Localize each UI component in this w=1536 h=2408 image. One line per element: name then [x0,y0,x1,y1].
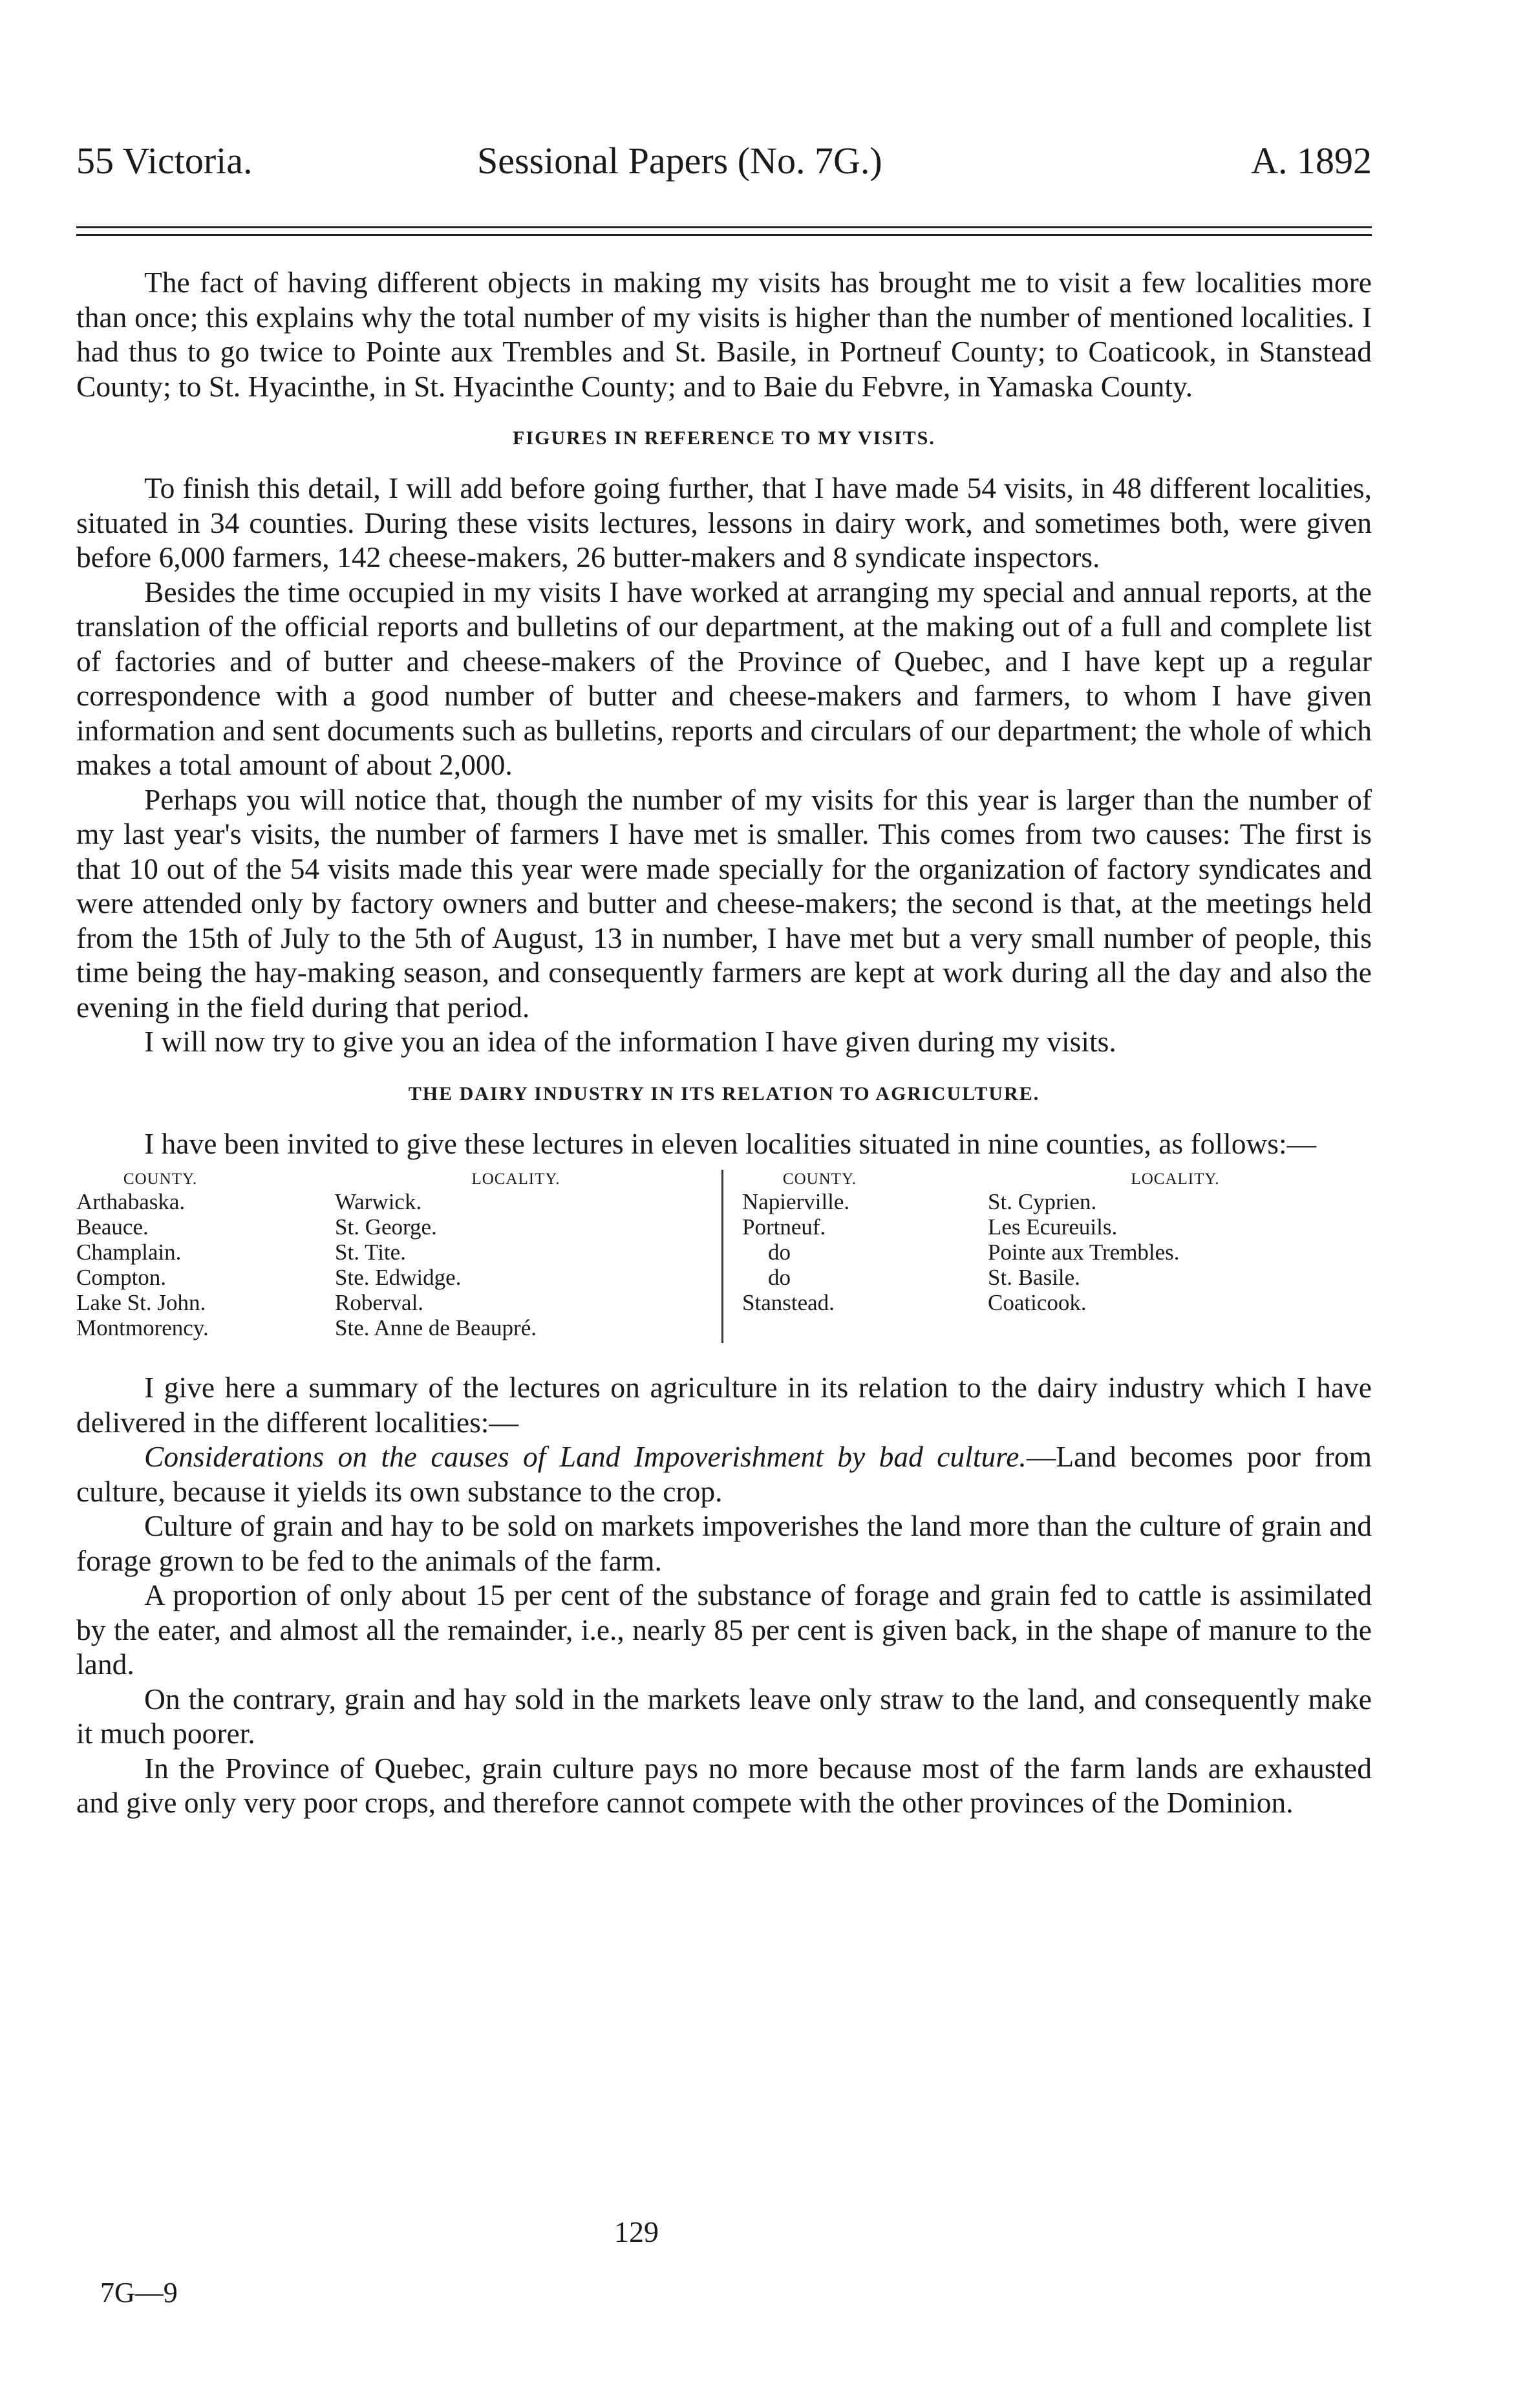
table-cell: Montmorency. [76,1315,209,1340]
header-rule-top [76,226,1372,228]
table-cell: St. Tite. [335,1240,406,1265]
table-cell: Beauce. [76,1214,149,1240]
body-text [76,265,1372,1820]
considerations-text: —Land becomes poor from culture, because it yields its own substance to the crop. [76,1440,1372,1508]
table-cell: Ste. Anne de Beaupré. [335,1315,537,1340]
table-cell: Roberval. [335,1290,424,1315]
paragraph: Culture of grain and hay to be sold on markets impoverishes the land more than the culture of grain and forage grown to be fed to the animals of the farm. [76,1509,1372,1577]
table-col-county-right [742,1170,955,1315]
table-header: COUNTY. [782,1170,857,1188]
table-col-locality-right [988,1170,1311,1315]
table-cell: Ste. Edwidge. [335,1265,462,1290]
table-cell: Compton. [76,1265,167,1290]
header-center: Sessional Papers (No. 7G.) [477,140,882,182]
table-header: LOCALITY. [1131,1170,1220,1188]
table-cell: Lake St. John. [76,1290,206,1315]
table-cell: Stanstead. [742,1290,835,1315]
paragraph-considerations [76,1439,1372,1509]
paragraph-intro: I have been invited to give these lectures in eleven localities situated in nine counties, as follows:— [144,1126,1317,1160]
table-cell: do [768,1265,791,1290]
table-cell: St. George. [335,1214,437,1240]
localities-table [76,1170,1372,1364]
considerations-title: Considerations on the causes of Land Impoverishment by bad culture. [144,1440,1027,1473]
paragraph: A proportion of only about 15 per cent of the substance of forage and grain fed to cattle is assimilated by the eater, and almost all the remainder, i.e., nearly 85 per cent is given back, in the shape of manure to the land. [76,1578,1372,1681]
page-header [76,139,1372,191]
signature-mark: 7G—9 [100,2277,178,2308]
header-left: 55 Victoria. [76,140,253,182]
table-cell: St. Cyprien. [988,1189,1097,1214]
table-cell: Arthabaska. [76,1189,186,1214]
paragraph: The fact of having different objects in making my visits has brought me to visit a few localities more than once; this explains why the total number of my visits is higher than the number of mentioned localities. I had thus to go twice to Pointe aux Trembles and St. Basile, in Portneuf County; to Coaticook, in Stanstead County; to St. Hyacinthe, in St. Hyacinthe County; and to Baie du Febvre, in Yamaska County. [76,266,1372,403]
table-header: LOCALITY. [471,1170,560,1188]
paragraph: On the contrary, grain and hay sold in the markets leave only straw to the land, and consequently make it much poorer. [76,1682,1372,1750]
paragraph: Besides the time occupied in my visits I have worked at arranging my special and annual reports, at the translation of the official reports and bulletins of our department, at the making out of a full and complete list of factories and of butter and cheese-makers of the Province of Quebec, and I have kept up a regular correspondence with a good number of butter and cheese-makers and farmers, to whom I have given information and sent documents such as bulletins, reports and circulars of our department; the whole of which makes a total amount of about 2,000. [76,575,1372,781]
table-cell: Warwick. [335,1189,422,1214]
page-number: 129 [614,2215,659,2248]
table-cell: Portneuf. [742,1214,826,1240]
section-heading-dairy: THE DAIRY INDUSTRY IN ITS RELATION TO AGRICULTURE. [408,1082,1040,1104]
paragraph-summary: I give here a summary of the lectures on agriculture in its relation to the dairy industry which I have delivered in the different localities:— [76,1371,1372,1439]
table-col-locality-left [335,1170,697,1340]
paragraph: I will now try to give you an idea of the information I have given during my visits. [144,1025,1116,1058]
table-cell: Les Ecureuils. [988,1214,1118,1240]
table-cell: Napierville. [742,1189,850,1214]
table-divider [721,1170,723,1343]
header-right: A. 1892 [1251,140,1372,182]
paragraph: Perhaps you will notice that, though the number of my visits for this year is larger than the number of my last year's visits, the number of farmers I have met is smaller. This comes from two causes: The first is that 10 out of the 54 visits made this year were made specially for the organization of factory syndicates and were attended only by factory owners and butter and cheese-makers; the second is that, at the meetings held from the 15th of July to the 5th of August, 13 in number, I have met but a very small number of people, this time being the hay-making season, and consequently farmers are kept at work during all the day and also the evening in the field during that period. [76,782,1372,1024]
paragraph: To finish this detail, I will add before going further, that I have made 54 visits, in 48 different localities, situated in 34 counties. During these visits lectures, lessons in dairy work, and sometimes both, were given before 6,000 farmers, 142 cheese-makers, 26 butter-makers and 8 syndicate inspectors. [76,471,1372,574]
table-cell: Coaticook. [988,1290,1087,1315]
table-cell: do [768,1240,791,1265]
table-header: COUNTY. [123,1170,198,1188]
paragraph: In the Province of Quebec, grain culture pays no more because most of the farm lands are exhausted and give only very poor crops, and therefore cannot compete with the other provinces of the Dominion. [76,1751,1372,1819]
section-heading-figures: FIGURES IN REFERENCE TO MY VISITS. [513,427,935,449]
table-cell: Champlain. [76,1240,182,1265]
table-cell: St. Basile. [988,1265,1080,1290]
table-col-county-left [76,1170,309,1340]
header-rule-bottom [76,234,1372,236]
table-cell: Pointe aux Trembles. [988,1240,1180,1265]
